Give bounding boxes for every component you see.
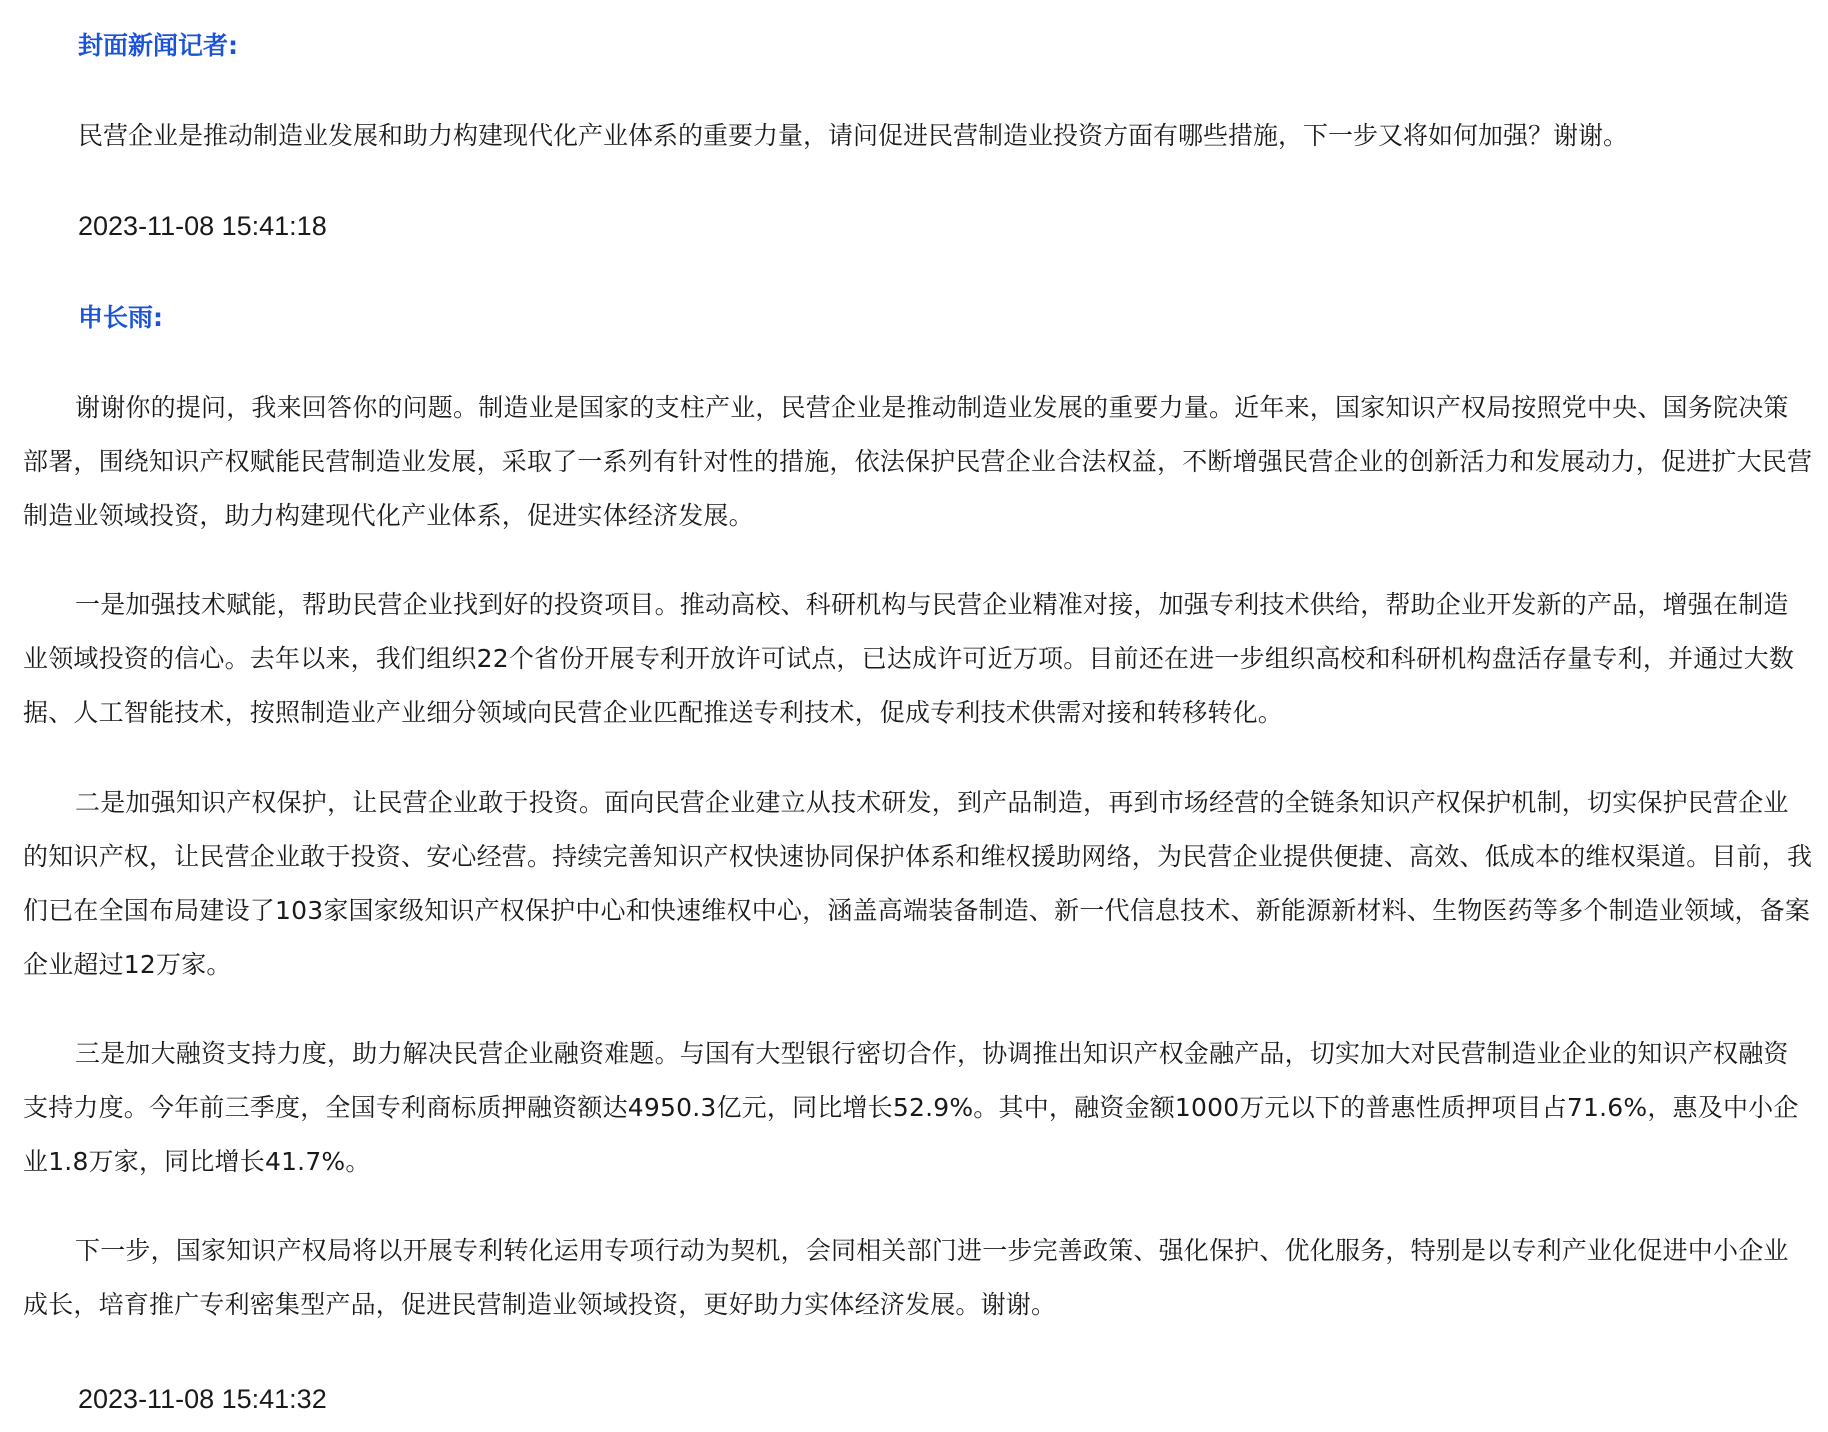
speaker-name-answerer: 申长雨: [78, 303, 163, 332]
timestamp-question: 2023-11-08 15:41:18 [78, 211, 327, 241]
answer-paragraph [23, 776, 1813, 992]
answer-paragraph [23, 578, 1813, 740]
answer-paragraph-text: 三是加大融资支持力度，助力解决民营企业融资难题。与国有大型银行密切合作，协调推出知识产权金融产品，切实加大对民营制造业企业的知识产权融资支持力度。今年前三季度，全国专利商标质押融资额达4950.3亿元，同比增长52.9%。其中，融资金额1000万元以下的普惠性质押项目占71.6%，惠及中小企业1.8万家，同比增长41.7%。 [23, 1039, 1799, 1176]
answer-paragraph-text: 谢谢你的提问，我来回答你的问题。制造业是国家的支柱产业，民营企业是推动制造业发展的重要力量。近年来，国家知识产权局按照党中央、国务院决策部署，围绕知识产权赋能民营制造业发展，采取了一系列有针对性的措施，依法保护民营企业合法权益，不断增强民营企业的创新活力和发展动力，促进扩大民营制造业领域投资，助力构建现代化产业体系，促进实体经济发展。 [23, 393, 1813, 530]
question-text: 民营企业是推动制造业发展和助力构建现代化产业体系的重要力量，请问促进民营制造业投资方面有哪些措施，下一步又将如何加强？谢谢。 [78, 121, 1629, 150]
answer-paragraph-text: 下一步，国家知识产权局将以开展专利转化运用专项行动为契机，会同相关部门进一步完善政策、强化保护、优化服务，特别是以专利产业化促进中小企业成长，培育推广专利密集型产品，促进民营制造业领域投资，更好助力实体经济发展。谢谢。 [23, 1236, 1789, 1319]
answer-paragraph-text: 一是加强技术赋能，帮助民营企业找到好的投资项目。推动高校、科研机构与民营企业精准对接，加强专利技术供给，帮助企业开发新的产品，增强在制造业领域投资的信心。去年以来，我们组织22个省份开展专利开放许可试点，已达成许可近万项。目前还在进一步组织高校和科研机构盘活存量专利，并通过大数据、人工智能技术，按照制造业产业细分领域向民营企业匹配推送专利技术，促成专利技术供需对接和转移转化。 [23, 590, 1795, 727]
answer-paragraph [23, 381, 1813, 543]
answer-paragraph [23, 1224, 1813, 1332]
answer-paragraph-text: 二是加强知识产权保护，让民营企业敢于投资。面向民营企业建立从技术研发，到产品制造，再到市场经营的全链条知识产权保护机制，切实保护民营企业的知识产权，让民营企业敢于投资、安心经营。持续完善知识产权快速协同保护体系和维权援助网络，为民营企业提供便捷、高效、低成本的维权渠道。目前，我们已在全国布局建设了103家国家级知识产权保护中心和快速维权中心，涵盖高端装备制造、新一代信息技术、新能源新材料、生物医药等多个制造业领域，备案企业超过12万家。 [23, 788, 1813, 979]
timestamp-answer: 2023-11-08 15:41:32 [78, 1384, 327, 1414]
answer-paragraph [23, 1027, 1813, 1189]
speaker-name-reporter: 封面新闻记者: [78, 31, 238, 60]
